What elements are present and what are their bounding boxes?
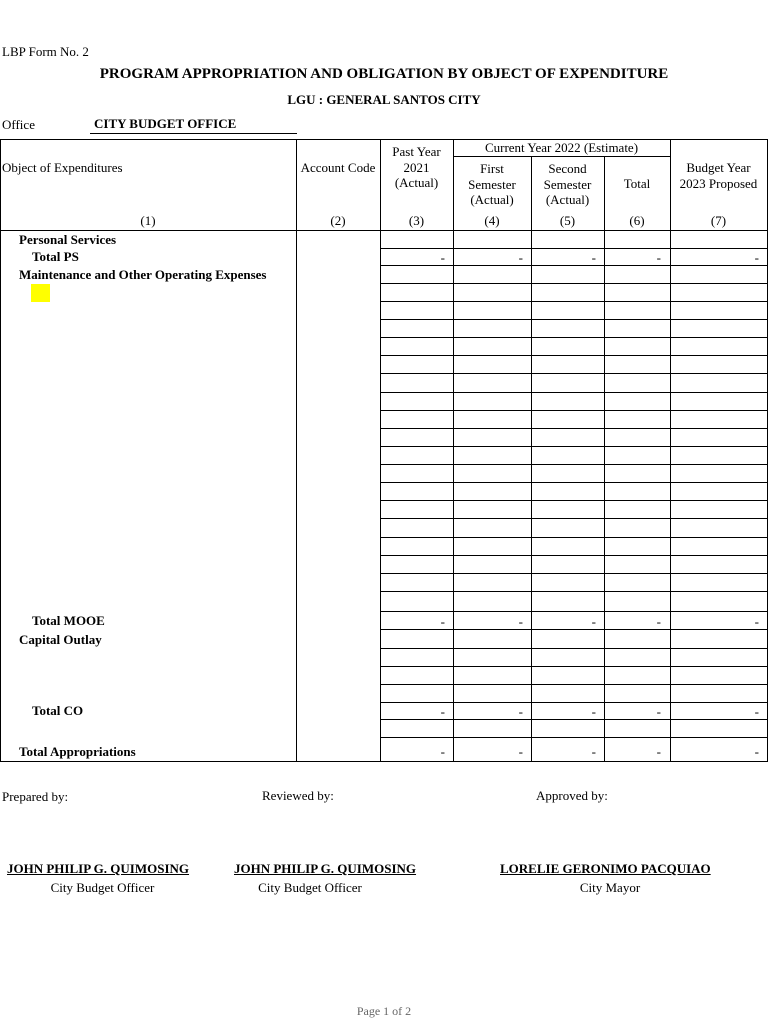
value-total-ps-col5: - xyxy=(591,250,596,265)
table-row-line xyxy=(380,337,768,338)
header-budget-year-line2: 2023 Proposed xyxy=(679,175,758,191)
value-total-appropriations-col7: - xyxy=(754,744,759,759)
table-row-line xyxy=(380,500,768,501)
header-budget-year-line1: Budget Year xyxy=(686,160,751,175)
value-total-appropriations-col3: - xyxy=(440,744,445,759)
value-total-mooe-col3: - xyxy=(440,614,445,629)
header-past-year-line1: Past Year xyxy=(392,144,441,159)
col-border-5 xyxy=(604,156,605,761)
col-number-3: (3) xyxy=(408,213,425,228)
table-row-line xyxy=(380,392,768,393)
value-total-co-col5: - xyxy=(591,704,596,719)
col-number-4: (4) xyxy=(484,213,500,228)
row-total-mooe: Total MOOE xyxy=(32,613,105,628)
header-past-year-line2: 2021 xyxy=(403,159,430,175)
col-border-6 xyxy=(670,139,671,761)
value-total-appropriations-col4: - xyxy=(518,744,523,759)
prepared-by-position: City Budget Officer xyxy=(50,880,155,895)
col-border-left xyxy=(0,139,1,761)
header-object: Object of Expenditures xyxy=(2,160,123,175)
header-current-year: Current Year 2022 (Estimate) xyxy=(484,140,639,155)
value-total-ps-col6: - xyxy=(656,250,661,265)
table-row-line xyxy=(380,248,768,249)
reviewed-by-name: JOHN PHILIP G. QUIMOSING xyxy=(234,861,417,876)
table-bottom-border xyxy=(0,761,768,762)
value-total-mooe-col4: - xyxy=(518,614,523,629)
header-past-year-line3: (Actual) xyxy=(394,175,439,190)
value-total-appropriations-col6: - xyxy=(656,744,661,759)
table-row-line xyxy=(380,410,768,411)
value-total-ps-col3: - xyxy=(440,250,445,265)
table-row-line xyxy=(380,537,768,538)
value-total-mooe-col5: - xyxy=(591,614,596,629)
col-border-3 xyxy=(453,139,454,761)
reviewed-by-label: Reviewed by: xyxy=(262,788,334,803)
table-row-line xyxy=(380,428,768,429)
header-first-sem-line2: Semester xyxy=(468,176,516,192)
value-total-ps-col4: - xyxy=(518,250,523,265)
office-underline xyxy=(90,133,297,134)
table-row-line xyxy=(380,555,768,556)
row-personal-services: Personal Services xyxy=(19,232,117,247)
header-first-sem-line3: (Actual) xyxy=(470,192,514,207)
office-value: CITY BUDGET OFFICE xyxy=(94,116,237,131)
header-second-sem-line2: Semester xyxy=(543,176,592,192)
table-row-line xyxy=(380,573,768,574)
header-second-sem-line1: Second xyxy=(548,161,587,176)
value-total-mooe-col6: - xyxy=(656,614,661,629)
table-row-line xyxy=(380,283,768,284)
value-total-co-col6: - xyxy=(656,704,661,719)
header-budget-year xyxy=(670,160,767,191)
document-title: PROGRAM APPROPRIATION AND OBLIGATION BY OBJECT OF EXPENDITURE xyxy=(99,66,669,82)
prepared-by-name: JOHN PHILIP G. QUIMOSING xyxy=(7,861,190,876)
value-total-co-col3: - xyxy=(440,704,445,719)
header-first-sem-line1: First xyxy=(480,161,504,176)
lgu-subtitle: LGU : GENERAL SANTOS CITY xyxy=(287,92,481,107)
row-total-co: Total CO xyxy=(32,703,84,718)
table-row-line xyxy=(380,482,768,483)
table-row-line xyxy=(380,591,768,592)
current-year-divider xyxy=(453,156,670,157)
header-second-semester xyxy=(531,161,604,208)
header-second-sem-line3: (Actual) xyxy=(545,192,590,207)
header-past-year xyxy=(380,144,453,191)
table-row-line xyxy=(380,648,768,649)
row-total-ps: Total PS xyxy=(32,249,79,264)
value-total-co-col7: - xyxy=(754,704,759,719)
header-bottom-border xyxy=(0,230,768,231)
table-row-line xyxy=(380,611,768,612)
row-capital-outlay: Capital Outlay xyxy=(19,632,102,647)
page-number: Page 1 of 2 xyxy=(356,1004,412,1018)
table-row-line xyxy=(380,702,768,703)
value-total-mooe-col7: - xyxy=(754,614,759,629)
value-total-co-col4: - xyxy=(518,704,523,719)
approved-by-name: LORELIE GERONIMO PACQUIAO xyxy=(500,861,711,876)
value-total-ps-col7: - xyxy=(754,250,759,265)
office-label: Office xyxy=(2,117,35,132)
approved-by-position: City Mayor xyxy=(579,880,641,895)
row-total-appropriations: Total Appropriations xyxy=(19,744,136,759)
col-number-5: (5) xyxy=(559,213,576,228)
approved-by-label: Approved by: xyxy=(536,788,608,803)
prepared-by-label: Prepared by: xyxy=(2,789,69,804)
col-number-2: (2) xyxy=(330,213,346,228)
col-number-1: (1) xyxy=(140,213,156,228)
reviewed-by-position: City Budget Officer xyxy=(258,880,362,895)
col-border-2 xyxy=(380,139,381,761)
table-row-line xyxy=(380,319,768,320)
col-number-7: (7) xyxy=(710,213,727,228)
col-border-1 xyxy=(296,139,297,761)
col-border-4 xyxy=(531,156,532,761)
table-row-line xyxy=(380,446,768,447)
form-number: LBP Form No. 2 xyxy=(2,44,89,59)
header-total: Total xyxy=(623,176,651,191)
table-row-line xyxy=(380,355,768,356)
value-total-appropriations-col5: - xyxy=(591,744,596,759)
table-row-line xyxy=(380,684,768,685)
header-account-code: Account Code xyxy=(300,160,376,175)
table-row-line xyxy=(380,737,768,738)
table-row-line xyxy=(380,373,768,374)
col-number-6: (6) xyxy=(629,213,645,228)
row-mooe: Maintenance and Other Operating Expenses xyxy=(19,267,267,282)
table-row-line xyxy=(380,666,768,667)
table-row-line xyxy=(380,518,768,519)
table-row-line xyxy=(380,301,768,302)
highlighted-cell xyxy=(31,284,50,302)
header-first-semester xyxy=(453,161,531,208)
table-row-line xyxy=(380,464,768,465)
